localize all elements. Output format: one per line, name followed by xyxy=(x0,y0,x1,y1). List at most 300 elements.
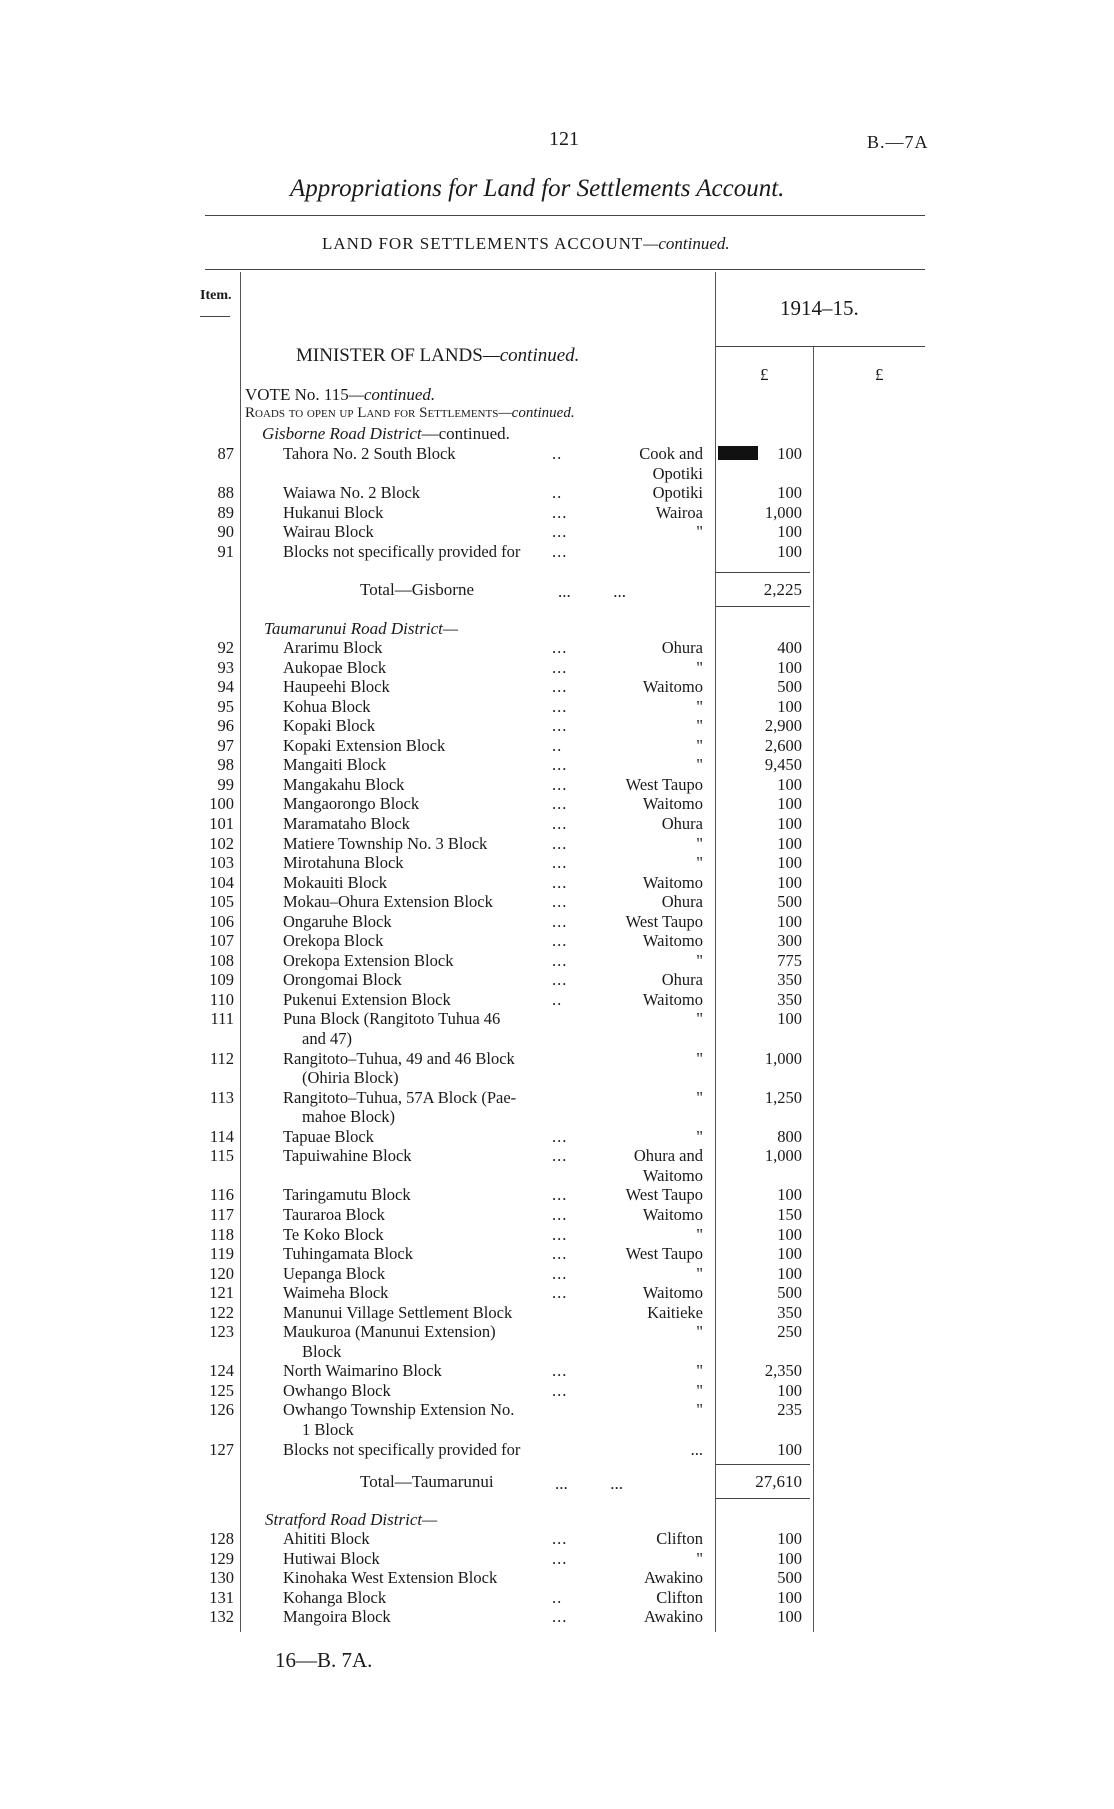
table-row xyxy=(0,794,1114,814)
year-column-header: 1914–15. xyxy=(780,296,859,320)
row-amount: 100 xyxy=(777,696,802,716)
row-county: Clifton xyxy=(656,1587,703,1607)
year-head-rule xyxy=(715,346,925,347)
table-row xyxy=(0,1568,1114,1588)
row-county: Waitomo xyxy=(642,1283,703,1303)
row-county: Ohura xyxy=(661,638,703,657)
gisborne-total-label: Total—Gisborne xyxy=(360,580,475,599)
table-row xyxy=(0,1205,1114,1225)
row-leader-dots: ... xyxy=(552,716,568,736)
row-description: Ongaruhe Block xyxy=(283,911,392,931)
row-leader-dots: ... xyxy=(552,1361,568,1381)
row-county: " xyxy=(696,716,703,736)
row-description: Tapuae Block xyxy=(283,1126,374,1146)
row-leader-dots: .. xyxy=(552,444,563,463)
row-county: " xyxy=(696,1224,703,1244)
item-number: 128 xyxy=(209,1529,234,1548)
row-county: ... xyxy=(690,1439,703,1459)
row-description: Blocks not specifically provided for xyxy=(283,1439,521,1459)
item-number: 90 xyxy=(217,522,234,542)
row-leader-dots: ... xyxy=(552,1380,568,1400)
table-row xyxy=(0,1088,1114,1108)
row-leader-dots: ... xyxy=(552,853,568,873)
table-row xyxy=(0,1146,1114,1166)
row-county: " xyxy=(696,1087,703,1107)
table-row xyxy=(0,775,1114,795)
row-county: " xyxy=(696,1380,703,1400)
item-number: 92 xyxy=(217,638,234,657)
row-leader-dots: ... xyxy=(552,1185,568,1205)
table-row xyxy=(0,736,1114,756)
row-leader-dots: ... xyxy=(552,970,568,990)
table-row xyxy=(0,542,1114,562)
row-county: Ohura and xyxy=(633,1146,703,1166)
item-number: 112 xyxy=(209,1048,234,1068)
table-row xyxy=(0,1244,1114,1264)
row-county: " xyxy=(696,1361,703,1381)
row-county: Waitomo xyxy=(642,1165,703,1185)
gisborne-total-rule xyxy=(715,572,810,573)
row-description: Taringamutu Block xyxy=(283,1185,411,1205)
table-row xyxy=(0,1029,1114,1049)
row-county: " xyxy=(696,1263,703,1283)
row-county: " xyxy=(696,696,703,716)
table-row xyxy=(0,892,1114,912)
row-county: Waitomo xyxy=(642,677,703,697)
item-number: 130 xyxy=(209,1568,234,1587)
row-leader-dots: ... xyxy=(552,892,568,912)
row-amount: 100 xyxy=(777,1529,802,1548)
row-description: Mangoira Block xyxy=(283,1607,391,1626)
minister-heading: MINISTER OF LANDS—continued. xyxy=(296,345,580,366)
item-number: 120 xyxy=(209,1263,234,1283)
row-amount: 100 xyxy=(777,657,802,677)
item-number: 114 xyxy=(209,1126,234,1146)
taumarunui-total-underline xyxy=(715,1498,810,1499)
row-leader-dots: ... xyxy=(552,872,568,892)
table-row xyxy=(0,658,1114,678)
table-row xyxy=(0,1400,1114,1420)
row-amount: 100 xyxy=(777,872,802,892)
row-description-continued: Block xyxy=(302,1341,342,1361)
row-description: North Waimarino Block xyxy=(283,1361,442,1381)
row-description: Wairau Block xyxy=(283,522,374,542)
table-row xyxy=(0,1107,1114,1127)
item-number: 117 xyxy=(209,1204,234,1224)
row-county: Kaitieke xyxy=(647,1302,703,1322)
row-description-continued: (Ohiria Block) xyxy=(302,1068,399,1088)
row-county: Ohura xyxy=(661,892,703,912)
row-amount: 100 xyxy=(777,1607,802,1626)
table-row xyxy=(0,1381,1114,1401)
table-row xyxy=(0,1342,1114,1362)
row-leader-dots: ... xyxy=(552,1607,568,1626)
row-leader-dots: ... xyxy=(552,1529,568,1548)
table-row xyxy=(0,503,1114,523)
table-row xyxy=(0,951,1114,971)
row-county: " xyxy=(696,950,703,970)
item-number: 131 xyxy=(209,1587,234,1607)
row-amount: 350 xyxy=(777,970,802,990)
row-county: " xyxy=(696,1322,703,1342)
table-row xyxy=(0,834,1114,854)
table-row xyxy=(0,1264,1114,1284)
row-county: Waitomo xyxy=(642,872,703,892)
item-number: 127 xyxy=(209,1439,234,1459)
row-county: " xyxy=(696,657,703,677)
row-leader-dots: ... xyxy=(552,1244,568,1264)
row-county: " xyxy=(696,853,703,873)
item-number: 118 xyxy=(209,1224,234,1244)
row-amount: 100 xyxy=(777,1244,802,1264)
item-head-rule xyxy=(200,316,230,317)
row-amount: 250 xyxy=(777,1322,802,1342)
item-number: 102 xyxy=(209,833,234,853)
row-description: Te Koko Block xyxy=(283,1224,384,1244)
row-description: Orongomai Block xyxy=(283,970,402,990)
row-leader-dots: .. xyxy=(552,735,563,755)
row-description: Maramataho Block xyxy=(283,813,410,833)
pound-sign-first: £ xyxy=(760,365,769,384)
row-leader-dots: ... xyxy=(552,638,568,657)
row-county: Waitomo xyxy=(642,989,703,1009)
item-number: 104 xyxy=(209,872,234,892)
row-description: Maukuroa (Manunui Extension) xyxy=(283,1322,496,1342)
row-description-continued: and 47) xyxy=(302,1029,352,1048)
row-county: Clifton xyxy=(656,1529,703,1548)
row-description: Mangaorongo Block xyxy=(283,794,420,814)
table-row xyxy=(0,1068,1114,1088)
row-description: Tapuiwahine Block xyxy=(283,1146,412,1166)
item-number: 110 xyxy=(209,989,234,1009)
document-reference: B.—7A xyxy=(867,132,929,152)
row-description: Kopaki Block xyxy=(283,716,376,736)
row-county: Opotiki xyxy=(652,463,703,483)
row-description: Mangaiti Block xyxy=(283,755,387,775)
taumarunui-total-label: Total—Taumarunui xyxy=(360,1472,494,1491)
row-leader-dots: .. xyxy=(552,483,563,503)
table-row xyxy=(0,464,1114,484)
row-description: Uepanga Block xyxy=(283,1263,386,1283)
row-county: " xyxy=(696,735,703,755)
row-amount: 2,900 xyxy=(764,716,802,736)
row-description: Kohua Block xyxy=(283,696,371,716)
row-county: West Taupo xyxy=(625,1185,703,1205)
table-row xyxy=(0,483,1114,503)
row-county: Waitomo xyxy=(642,931,703,951)
table-row xyxy=(0,1166,1114,1186)
table-row xyxy=(0,1303,1114,1323)
gisborne-total-amount: 2,225 xyxy=(763,580,802,599)
row-description: Rangitoto–Tuhua, 57A Block (Pae- xyxy=(283,1087,517,1107)
row-amount: 775 xyxy=(777,950,802,970)
row-amount: 100 xyxy=(777,483,802,503)
row-amount: 100 xyxy=(777,1224,802,1244)
row-amount: 1,000 xyxy=(764,502,802,522)
row-county: West Taupo xyxy=(625,1244,703,1264)
table-row xyxy=(0,1549,1114,1569)
row-leader-dots: ... xyxy=(552,1548,568,1568)
row-amount: 9,450 xyxy=(764,755,802,775)
table-row xyxy=(0,522,1114,542)
row-amount: 350 xyxy=(777,989,802,1009)
subtitle-rule xyxy=(205,269,925,270)
page-number: 121 xyxy=(549,128,579,150)
table-row xyxy=(0,873,1114,893)
row-county: Ohura xyxy=(661,970,703,990)
row-county: " xyxy=(696,1048,703,1068)
row-amount: 100 xyxy=(777,522,802,542)
row-county: Opotiki xyxy=(652,483,703,503)
item-number: 101 xyxy=(209,813,234,833)
item-number: 88 xyxy=(217,483,234,503)
row-amount: 500 xyxy=(777,892,802,912)
row-leader-dots: ... xyxy=(552,1263,568,1283)
row-description: Ahititi Block xyxy=(283,1529,370,1548)
item-number: 115 xyxy=(209,1146,234,1166)
row-county: " xyxy=(696,1548,703,1568)
table-row xyxy=(0,1420,1114,1440)
row-amount: 100 xyxy=(777,1548,802,1568)
row-county: West Taupo xyxy=(625,911,703,931)
row-amount: 1,000 xyxy=(764,1146,802,1166)
row-amount: 100 xyxy=(777,1263,802,1283)
row-amount: 500 xyxy=(777,677,802,697)
row-county: " xyxy=(696,755,703,775)
printer-signature: 16—B. 7A. xyxy=(275,1648,373,1672)
row-description: Orekopa Extension Block xyxy=(283,950,454,970)
row-description: Hukanui Block xyxy=(283,502,384,522)
row-description: Ararimu Block xyxy=(283,638,383,657)
row-amount: 100 xyxy=(777,1587,802,1607)
table-row xyxy=(0,1225,1114,1245)
table-row xyxy=(0,1361,1114,1381)
row-leader-dots: ... xyxy=(552,1126,568,1146)
item-number: 97 xyxy=(217,735,234,755)
row-description: Aukopae Block xyxy=(283,657,387,677)
row-amount: 400 xyxy=(777,638,802,657)
row-leader-dots: ... xyxy=(552,696,568,716)
pound-sign-second: £ xyxy=(875,365,884,384)
item-number: 123 xyxy=(209,1322,234,1342)
row-county: Ohura xyxy=(661,813,703,833)
row-leader-dots: ... xyxy=(552,522,568,542)
row-description: Manunui Village Settlement Block xyxy=(283,1302,513,1322)
gisborne-district-heading: Gisborne Road District—continued. xyxy=(262,424,510,443)
table-row xyxy=(0,1185,1114,1205)
row-county: " xyxy=(696,833,703,853)
item-number: 119 xyxy=(209,1244,234,1264)
stratford-district-heading: Stratford Road District— xyxy=(265,1510,438,1529)
item-number: 91 xyxy=(217,542,234,561)
gisborne-total-underline xyxy=(715,606,810,607)
row-county: Waitomo xyxy=(642,1204,703,1224)
row-leader-dots: ... xyxy=(552,1224,568,1244)
row-county: West Taupo xyxy=(625,774,703,794)
row-amount: 100 xyxy=(777,1380,802,1400)
item-number: 109 xyxy=(209,970,234,990)
row-description: Haupeehi Block xyxy=(283,677,390,697)
row-amount: 100 xyxy=(777,774,802,794)
item-number: 121 xyxy=(209,1283,234,1303)
row-amount: 100 xyxy=(777,542,802,561)
item-column-header: Item. xyxy=(200,288,232,303)
row-description: Mangakahu Block xyxy=(283,774,405,794)
table-row xyxy=(0,1322,1114,1342)
table-row xyxy=(0,1440,1114,1460)
row-leader-dots: ... xyxy=(552,931,568,951)
row-amount: 2,350 xyxy=(764,1361,802,1381)
row-description: Rangitoto–Tuhua, 49 and 46 Block xyxy=(283,1048,515,1068)
row-amount: 100 xyxy=(777,853,802,873)
taumarunui-total-dots: ... ... xyxy=(555,1474,623,1493)
row-county: " xyxy=(696,1009,703,1029)
row-description: Kinohaka West Extension Block xyxy=(283,1568,498,1587)
item-number: 113 xyxy=(209,1087,234,1107)
taumarunui-total-rule xyxy=(715,1464,810,1465)
item-number: 111 xyxy=(210,1009,234,1029)
row-description: Tahora No. 2 South Block xyxy=(283,444,456,463)
table-row xyxy=(0,1529,1114,1549)
row-county: Waitomo xyxy=(642,794,703,814)
row-leader-dots: ... xyxy=(552,833,568,853)
row-amount: 1,250 xyxy=(764,1087,802,1107)
row-description: Hutiwai Block xyxy=(283,1548,380,1568)
row-amount: 100 xyxy=(777,911,802,931)
row-leader-dots: ... xyxy=(552,794,568,814)
row-amount: 500 xyxy=(777,1568,802,1587)
item-number: 95 xyxy=(217,696,234,716)
row-description: Waiawa No. 2 Block xyxy=(283,483,421,503)
row-description: Mokauiti Block xyxy=(283,872,388,892)
row-leader-dots: ... xyxy=(552,911,568,931)
row-amount: 150 xyxy=(777,1204,802,1224)
table-row xyxy=(0,1127,1114,1147)
row-description: Kopaki Extension Block xyxy=(283,735,446,755)
item-number: 99 xyxy=(217,774,234,794)
row-description-continued: mahoe Block) xyxy=(302,1107,396,1127)
item-number: 132 xyxy=(209,1607,234,1626)
row-leader-dots: .. xyxy=(552,1587,563,1607)
table-row xyxy=(0,444,1114,464)
item-number: 96 xyxy=(217,716,234,736)
row-description: Matiere Township No. 3 Block xyxy=(283,833,488,853)
item-number: 122 xyxy=(209,1302,234,1322)
row-amount: 1,000 xyxy=(764,1048,802,1068)
title-rule xyxy=(205,215,925,216)
item-number: 108 xyxy=(209,950,234,970)
row-description: Mirotahuna Block xyxy=(283,853,404,873)
row-leader-dots: ... xyxy=(552,657,568,677)
table-row xyxy=(0,638,1114,658)
row-amount: 2,600 xyxy=(764,735,802,755)
item-number: 129 xyxy=(209,1548,234,1568)
row-amount: 100 xyxy=(777,1185,802,1205)
row-amount: 100 xyxy=(777,444,802,463)
row-leader-dots: ... xyxy=(552,1204,568,1224)
row-county: Cook and xyxy=(639,444,703,463)
row-leader-dots: ... xyxy=(552,1146,568,1166)
row-leader-dots: ... xyxy=(552,502,568,522)
row-amount: 235 xyxy=(777,1400,802,1420)
row-amount: 300 xyxy=(777,931,802,951)
table-row xyxy=(0,716,1114,736)
item-number: 106 xyxy=(209,911,234,931)
row-leader-dots: ... xyxy=(552,774,568,794)
roads-heading: Roads to open up Land for Settlements—continued. xyxy=(245,405,575,421)
table-row xyxy=(0,990,1114,1010)
row-amount: 500 xyxy=(777,1283,802,1303)
row-leader-dots: .. xyxy=(552,989,563,1009)
table-row xyxy=(0,1607,1114,1627)
row-description: Blocks not specifically provided for xyxy=(283,542,521,561)
table-row xyxy=(0,1009,1114,1029)
row-amount: 100 xyxy=(777,794,802,814)
row-description: Pukenui Extension Block xyxy=(283,989,451,1009)
row-leader-dots: ... xyxy=(552,755,568,775)
item-number: 125 xyxy=(209,1380,234,1400)
item-number: 100 xyxy=(209,794,234,814)
table-row xyxy=(0,853,1114,873)
row-description: Mokau–Ohura Extension Block xyxy=(283,892,493,912)
item-number: 126 xyxy=(209,1400,234,1420)
row-leader-dots: ... xyxy=(552,950,568,970)
row-county: " xyxy=(696,1126,703,1146)
item-number: 116 xyxy=(209,1185,234,1205)
row-amount: 800 xyxy=(777,1126,802,1146)
item-number: 93 xyxy=(217,657,234,677)
row-amount: 350 xyxy=(777,1302,802,1322)
table-row xyxy=(0,931,1114,951)
row-description: Owhango Block xyxy=(283,1380,391,1400)
table-row xyxy=(0,677,1114,697)
row-description: Tauraroa Block xyxy=(283,1204,385,1224)
row-leader-dots: ... xyxy=(552,1283,568,1303)
table-row xyxy=(0,970,1114,990)
row-county: Wairoa xyxy=(655,502,703,522)
row-leader-dots: ... xyxy=(552,677,568,697)
table-row xyxy=(0,1588,1114,1608)
item-number: 107 xyxy=(209,931,234,951)
table-row xyxy=(0,912,1114,932)
row-leader-dots: ... xyxy=(552,542,568,561)
row-description: Kohanga Block xyxy=(283,1587,387,1607)
account-subtitle: LAND FOR SETTLEMENTS ACCOUNT—continued. xyxy=(322,234,730,253)
taumarunui-total-amount: 27,610 xyxy=(755,1472,802,1491)
item-number: 87 xyxy=(217,444,234,463)
item-number: 98 xyxy=(217,755,234,775)
table-row xyxy=(0,1283,1114,1303)
row-description: Waimeha Block xyxy=(283,1283,389,1303)
item-number: 124 xyxy=(209,1361,234,1381)
item-number: 94 xyxy=(217,677,234,697)
row-county: Awakino xyxy=(644,1568,703,1587)
row-amount: 100 xyxy=(777,833,802,853)
row-county: " xyxy=(696,1400,703,1420)
page-title: Appropriations for Land for Settlements Account. xyxy=(290,175,785,202)
table-row xyxy=(0,697,1114,717)
vote-heading: VOTE No. 115—continued. xyxy=(245,385,436,404)
table-row xyxy=(0,814,1114,834)
row-description: Orekopa Block xyxy=(283,931,384,951)
gisborne-total-dots: ... ... xyxy=(558,582,626,601)
item-number: 105 xyxy=(209,892,234,912)
taumarunui-district-heading: Taumarunui Road District— xyxy=(264,619,458,638)
table-row xyxy=(0,755,1114,775)
row-leader-dots: ... xyxy=(552,813,568,833)
table-row xyxy=(0,1049,1114,1069)
row-amount: 100 xyxy=(777,813,802,833)
